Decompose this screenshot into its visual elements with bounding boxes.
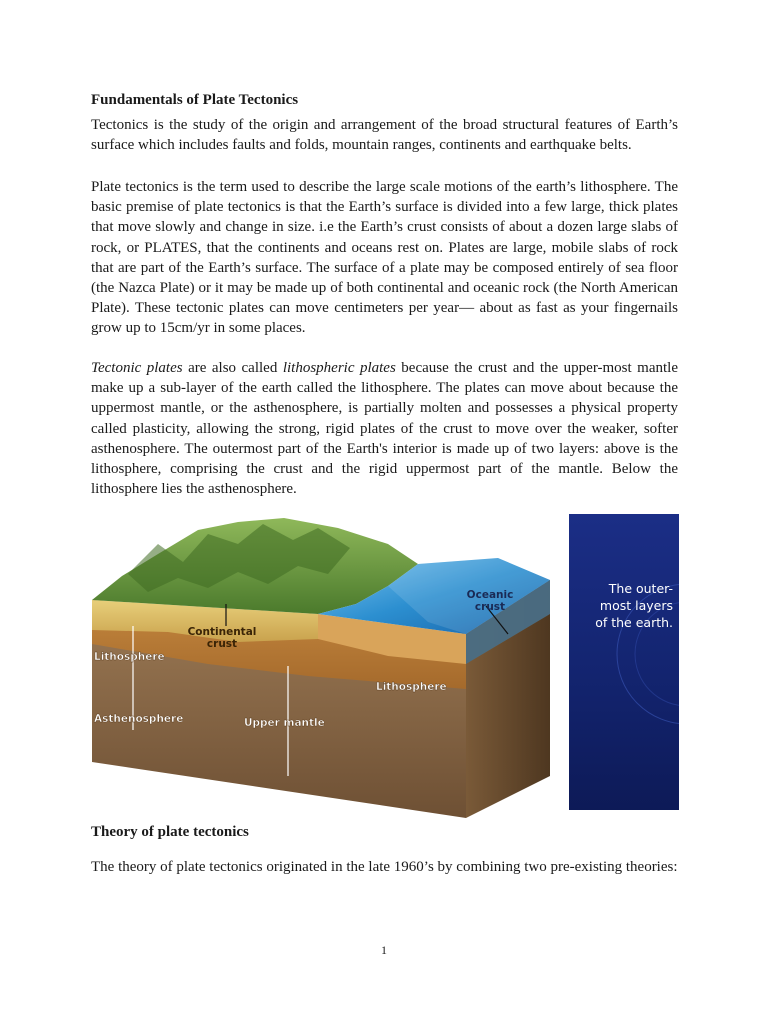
label-lithosphere-right: Lithosphere xyxy=(376,681,447,693)
label-asthenosphere: Asthenosphere xyxy=(94,713,184,725)
sidebar-caption: The outer- most layers of the earth. xyxy=(595,581,673,630)
outer-layers-sidebar-image xyxy=(569,514,679,810)
label-continental: Continental xyxy=(187,626,257,638)
label-oceanic-crust: crust xyxy=(474,601,506,613)
label-upper-mantle: Upper mantle xyxy=(244,717,325,729)
page-number: 1 xyxy=(381,943,387,957)
earth-layers-block-diagram xyxy=(88,514,556,820)
label-continental-crust: crust xyxy=(206,638,238,650)
label-lithosphere-left: Lithosphere xyxy=(94,651,165,663)
section-heading-theory: Theory of plate tectonics xyxy=(91,824,249,840)
paragraph-lithospheric-plates: Tectonic plates are also called lithospheric plates because the crust and the upper-most mantle make up a sub-layer of the earth called the lithosphere. The plates can move about because the uppermost mantle, or the asthenosphere, is partially molten and possesses a physical property called plasticity, allowing the strong, rigid plates of the crust to move over the weaker, softer asthenosphere. The outermost part of the Earth's interior is made up of two layers: above is the lithosphere, comprising the crust and the rigid uppermost part of the mantle. Below the lithosphere lies the asthenosphere. xyxy=(91,360,678,498)
term-lithospheric-plates: lithospheric plates xyxy=(282,360,396,376)
term-tectonic-plates: Tectonic plates xyxy=(91,360,183,376)
document-title: Fundamentals of Plate Tectonics xyxy=(91,92,299,108)
label-oceanic: Oceanic xyxy=(466,589,514,601)
paragraph-plate-tectonics: Plate tectonics is the term used to describe the large scale motions of the earth’s lithosphere. The basic premise of plate tectonics is that the Earth’s surface is divided into a few large, thick plates that move slowly and change in size. i.e the Earth’s crust consists of about a dozen large slabs of rock, or PLATES, that the continents and oceans rest on. Plates are large, mobile slabs of rock that are part of the Earth’s surface. The surface of a plate may be composed entirely of sea floor (the Nazca Plate) or it may be made up of both continental and oceanic rock (the North American Plate). These tectonic plates can move centimeters per year— about as fast as your fingernails grow up to 15cm/yr in some places. xyxy=(91,179,678,337)
paragraph-tectonics-definition: Tectonics is the study of the origin and arrangement of the broad structural features of Earth’s surface which includes faults and folds, mountain ranges, continents and earthquake belts. xyxy=(91,117,678,154)
paragraph-theory-origin: The theory of plate tectonics originated in the late 1960’s by combining two pre-existing theories: xyxy=(91,859,678,875)
